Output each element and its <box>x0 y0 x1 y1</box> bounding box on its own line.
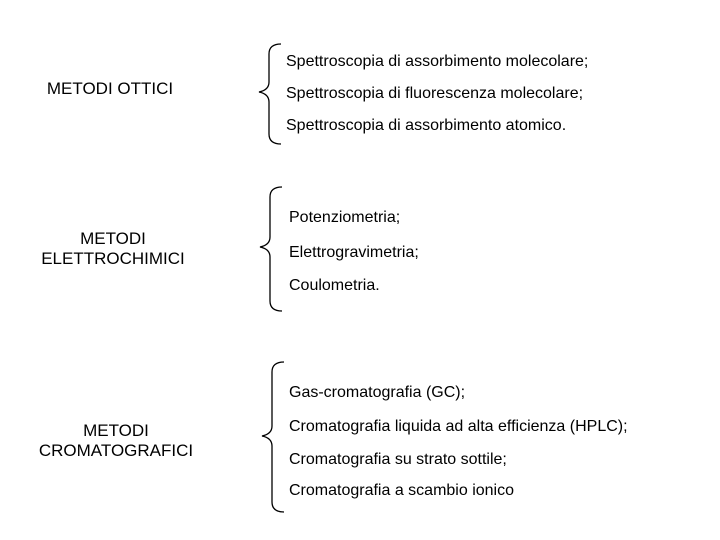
list-item: Spettroscopia di assorbimento atomico. <box>286 117 567 134</box>
group-label-line: METODI <box>80 229 146 248</box>
list-item: Spettroscopia di assorbimento molecolare; <box>286 53 589 70</box>
list-item: Cromatografia liquida ad alta efficienza (HPLC); <box>289 418 628 435</box>
list-item: Coulometria. <box>289 277 380 294</box>
curly-brace-icon <box>256 185 286 313</box>
curly-brace-icon <box>258 360 288 514</box>
list-item: Cromatografia su strato sottile; <box>289 451 507 468</box>
group-label-line: METODI <box>83 421 149 440</box>
curly-brace-icon <box>255 42 285 146</box>
group-label <box>20 229 206 269</box>
group-label <box>20 79 200 99</box>
group-label <box>18 421 214 461</box>
list-item: Potenziometria; <box>289 209 401 226</box>
list-item: Cromatografia a scambio ionico <box>289 482 514 499</box>
group-label-line: ELETTROCHIMICI <box>41 249 185 268</box>
group-label-line: METODI OTTICI <box>46 79 174 98</box>
list-item: Elettrogravimetria; <box>289 244 419 261</box>
list-item: Spettroscopia di fluorescenza molecolare; <box>286 85 584 102</box>
list-item: Gas-cromatografia (GC); <box>289 384 466 401</box>
group-label-line: CROMATOGRAFICI <box>38 441 194 460</box>
